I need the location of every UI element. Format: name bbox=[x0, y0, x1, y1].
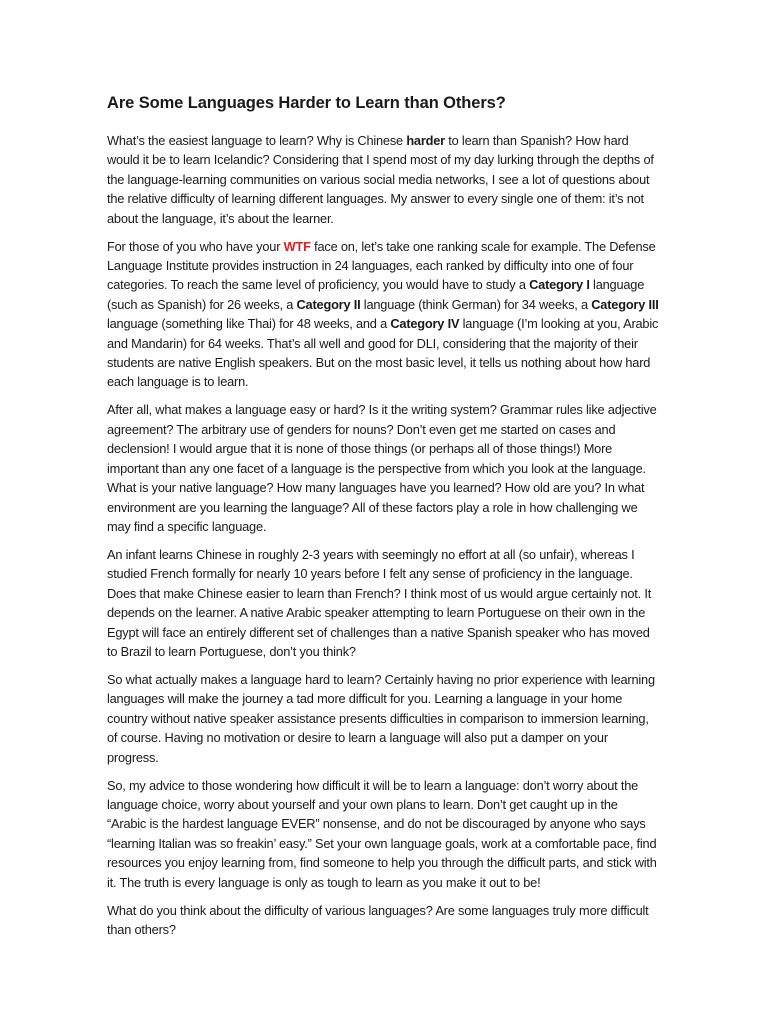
bold-text: Category IV bbox=[390, 316, 460, 332]
bold-text: Category I bbox=[529, 277, 590, 293]
bold-text: harder bbox=[406, 133, 445, 148]
highlighted-text: WTF bbox=[283, 238, 311, 254]
text-run: What do you think about the difficulty of various languages? Are some languages truly more difficult than others? bbox=[107, 902, 649, 937]
bold-text: Category II bbox=[296, 296, 361, 312]
text-run: An infant learns Chinese in roughly 2-3 years with seemingly no effort at all (so unfair), whereas I studied French formally for nearly 10 years before I felt any sense of proficiency in the language. Does that make Chinese easier to learn than French? I think most of us would argue certainly not. It depends on the learner. A native Arabic speaker attempting to learn Portuguese on their own in the Egypt will face an entirely different set of challenges than a native Spanish speaker who has moved to Brazil to learn Portuguese, don’t you think? bbox=[107, 546, 652, 659]
paragraph bbox=[107, 237, 660, 392]
document-title: Are Some Languages Harder to Learn than Others? bbox=[107, 94, 506, 112]
text-run: After all, what makes a language easy or hard? Is it the writing system? Grammar rules like adjective agreement? The arbitrary use of genders for nouns? Don’t even get me started on cases and declension! I would argue that it is none of those things (or perhaps all of those things!) More important than any one facet of a language is the perspective from which you look at the language. What is your native language? How many languages have you learned? How old are you? In what environment are you learning the language? All of these factors play a role in how challenging we may find a specific language. bbox=[107, 402, 657, 534]
paragraph bbox=[107, 131, 660, 228]
document-body bbox=[107, 131, 660, 939]
text-run: to learn than Spanish? How hard would it be to learn Icelandic? Considering that I spend most of my day lurking through the depths of the language-learning communities on various social media networks, I see a lot of questions about the relative difficulty of learning different languages. My answer to every single one of them: it’s not about the language, it’s about the learner. bbox=[107, 133, 654, 226]
text-run: So what actually makes a language hard to learn? Certainly having no prior experience with learning languages will make the journey a tad more difficult for you. Learning a language in your home country without native speaker assistance presents difficulties in comparison to immersion learning, of course. Having no motivation or desire to learn a language will also put a damper on your progress. bbox=[107, 671, 655, 765]
text-run: What’s the easiest language to learn? Why is Chinese bbox=[107, 133, 407, 148]
text-run: language (think German) for 34 weeks, a bbox=[360, 296, 592, 312]
paragraph bbox=[107, 776, 660, 892]
text-run: language (I’m looking at you, Arabic and Mandarin) for 64 weeks. That’s all well and good for DLI, considering that the majority of their students are native English speakers. But on the most basic level, it tells us nothing about how hard each language is to learn. bbox=[107, 316, 659, 390]
bold-text: Category III bbox=[591, 296, 659, 312]
text-run: For those of you who have your bbox=[107, 238, 284, 254]
text-run: language (such as Spanish) for 26 weeks, a bbox=[107, 277, 645, 312]
text-run: face on, let’s take one ranking scale for example. The Defense Language Institute provides instruction in 24 languages, each ranked by difficulty into one of four categories. To reach the same level of proficiency, you would have to study a bbox=[107, 238, 656, 293]
paragraph bbox=[107, 670, 660, 767]
text-run: So, my advice to those wondering how difficult it will be to learn a language: don’t worry about the language choice, worry about yourself and your own plans to learn. Don’t get caught up in the “Arabic is the hardest language EVER” nonsense, and do not be discouraged by anyone who says “learning Italian was so freakin’ easy.” Set your own language goals, work at a comfortable pace, find resources you enjoy learning from, find someone to help you through the difficult parts, and stick with it. The truth is every language is only as tough to learn as you make it out to be! bbox=[107, 777, 657, 890]
paragraph bbox=[107, 400, 660, 536]
paragraph bbox=[107, 545, 660, 661]
paragraph bbox=[107, 901, 660, 940]
text-run: language (something like Thai) for 48 weeks, and a bbox=[107, 316, 391, 332]
